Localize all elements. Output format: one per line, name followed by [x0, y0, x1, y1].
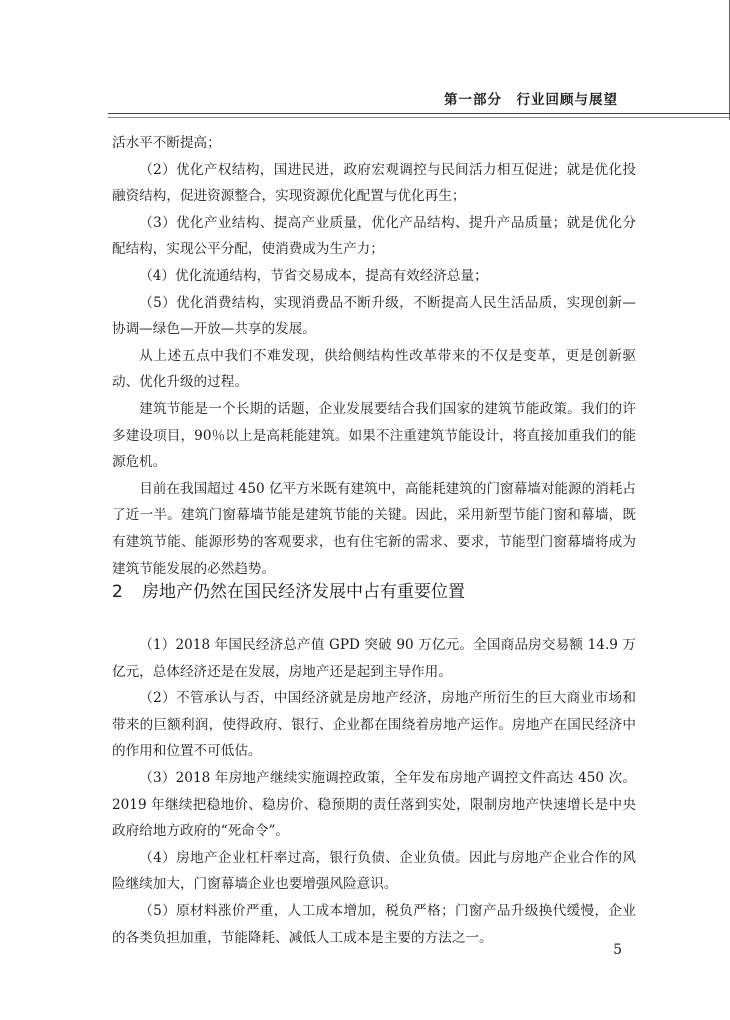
paragraph: 从上述五点中我们不难发现，供给侧结构性改革带来的不仅是变革，更是创新驱动、优化升级的过程。 — [112, 347, 636, 391]
section-title: 房地产仍然在国民经济发展中占有重要位置 — [142, 582, 465, 602]
header-rule — [108, 113, 730, 114]
header-rule-thin — [108, 117, 730, 118]
paragraph: （5）优化消费结构，实现消费品不断升级，不断提高人民生活品质，实现创新—协调—绿色—开放—共享的发展。 — [112, 294, 636, 338]
paragraph: （1）2018 年国民经济总产值 GPD 突破 90 万亿元。全国商品房交易额 14.9 万亿元，总体经济还是在发展，房地产还是起到主导作用。 — [112, 637, 636, 680]
paragraph: （4）房地产企业杠杆率过高，银行负债、企业负债。因此与房地产企业合作的风险继续加大，门窗幕墙企业也要增强风险意识。 — [112, 849, 636, 893]
section-heading — [112, 579, 636, 605]
paragraph: 目前在我国超过 450 亿平方米既有建筑中，高能耗建筑的门窗幕墙对能源的消耗占了近一半。建筑门窗幕墙节能是建筑节能的关键。因此，采用新型节能门窗和幕墙，既有建筑节能、能源形势的客观要求，也有住宅新的需求、要求，节能型门窗幕墙将成为建筑节能发展的必然趋势。 — [112, 480, 636, 577]
section-2-body — [112, 632, 636, 951]
paragraph: （4）优化流通结构，节省交易成本，提高有效经济总量； — [139, 267, 488, 284]
paragraph: 活水平不断提高； — [112, 135, 221, 151]
paragraph: 建筑节能是一个长期的话题，企业发展要结合我们国家的建筑节能政策。我们的许多建设项目，90％以上是高耗能建筑。如果不注重建筑节能设计，将直接加重我们的能源危机。 — [112, 400, 636, 471]
section-1-body — [112, 130, 636, 582]
paragraph: （3）优化产业结构、提高产业质量，优化产品结构、提升产品质量；就是优化分配结构，实现公平分配，使消费成为生产力； — [112, 214, 636, 258]
section-number: 2 — [112, 582, 123, 602]
paragraph: （3）2018 年房地产继续实施调控政策，全年发布房地产调控文件高达 450 次。2019 年继续把稳地价、稳房价、稳预期的责任落到实处，限制房地产快速增长是中央政府给地方政府的“死命令”。 — [112, 769, 636, 840]
page-number: 5 — [613, 942, 622, 958]
running-header: 第一部分 行业回顾与展望 — [444, 92, 618, 108]
paragraph: （2）不管承认与否，中国经济就是房地产经济，房地产所衍生的巨大商业市场和带来的巨额利润，使得政府、银行、企业都在围绕着房地产运作。房地产在国民经济中的作用和位置不可低估。 — [112, 690, 636, 760]
paragraph: （2）优化产权结构，国进民进，政府宏观调控与民间活力相互促进；就是优化投融资结构，促进资源整合，实现资源优化配置与优化再生； — [112, 161, 636, 205]
paragraph: （5）原材料涨价严重，人工成本增加，税负严格；门窗产品升级换代缓慢，企业的各类负担加重，节能降耗、减低人工成本是主要的方法之一。 — [112, 902, 636, 946]
